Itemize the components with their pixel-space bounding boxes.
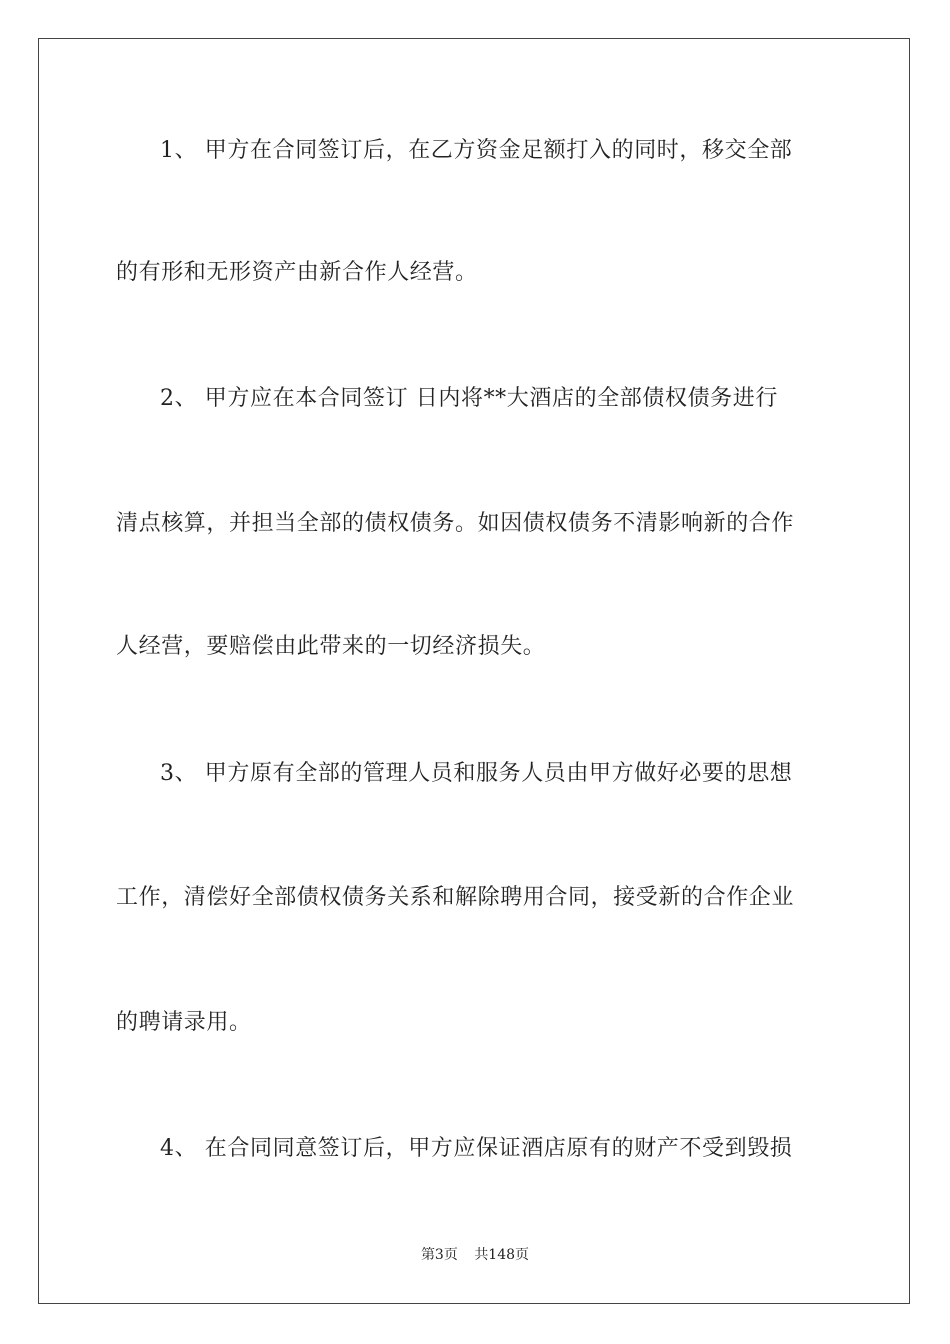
paragraph-2-line-1: 2、 甲方应在本合同签订 日内将**大酒店的全部债权债务进行: [160, 386, 778, 411]
page-total: 共148页: [474, 1247, 530, 1263]
page-number: 第3页: [420, 1247, 458, 1263]
page-border: [38, 38, 910, 1304]
paragraph-2-line-3: 人经营，要赔偿由此带来的一切经济损失。: [116, 634, 546, 659]
paragraph-1-line-2: 的有形和无形资产由新合作人经营。: [116, 260, 478, 285]
paragraph-3-line-2: 工作，清偿好全部债权债务关系和解除聘用合同，接受新的合作企业: [116, 885, 795, 910]
paragraph-1-line-1: 1、 甲方在合同签订后，在乙方资金足额打入的同时，移交全部: [160, 138, 793, 163]
paragraph-3-line-1: 3、 甲方原有全部的管理人员和服务人员由甲方做好必要的思想: [160, 761, 793, 786]
paragraph-3-line-3: 的聘请录用。: [116, 1010, 252, 1035]
page-footer: [0, 1246, 950, 1264]
paragraph-4-line-1: 4、 在合同同意签订后，甲方应保证酒店原有的财产不受到毁损: [160, 1136, 793, 1161]
paragraph-2-line-2: 清点核算，并担当全部的债权债务。如因债权债务不清影响新的合作: [116, 511, 795, 536]
